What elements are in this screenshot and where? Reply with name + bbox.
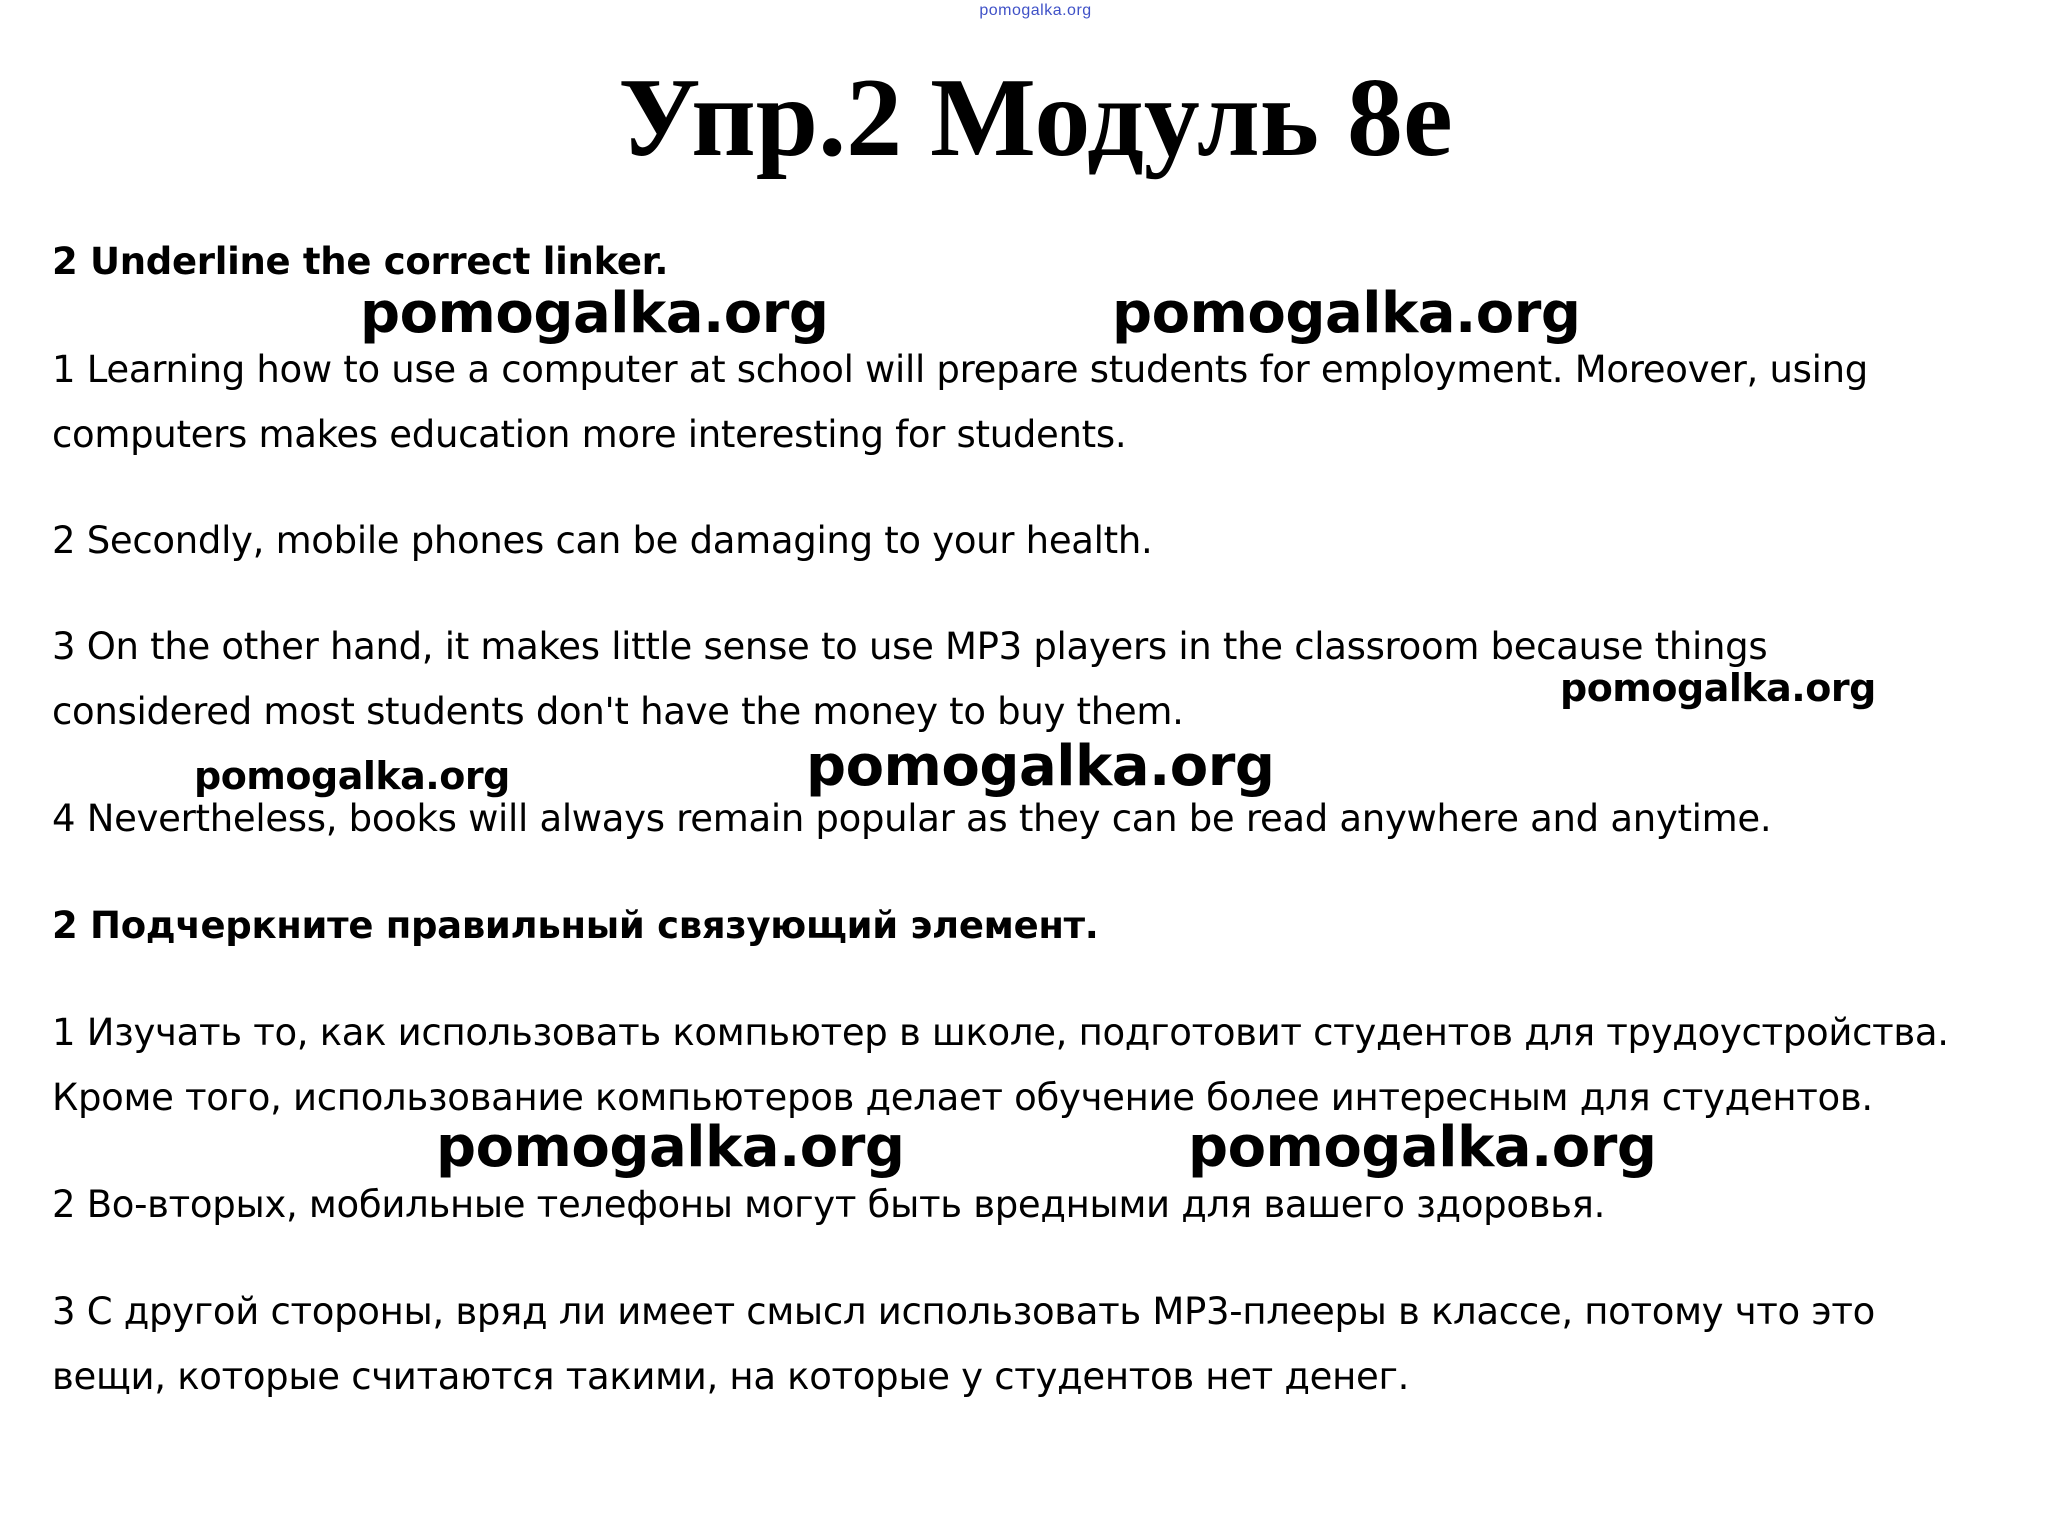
- watermark-text: pomogalka.org: [360, 281, 829, 346]
- russian-heading: 2 Подчеркните правильный связующий элемент.: [52, 904, 1099, 947]
- english-item-3-line-2: considered most students don't have the money to buy them.: [52, 690, 1184, 733]
- english-item-1-line-1: 1 Learning how to use a computer at school will prepare students for employment. Moreover, using: [52, 348, 1868, 391]
- watermark-text: pomogalka.org: [1560, 666, 1876, 710]
- top-watermark: pomogalka.org: [979, 2, 1092, 19]
- russian-item-1-line-1: 1 Изучать то, как использовать компьютер в школе, подготовит студентов для трудоустройства.: [52, 1011, 1949, 1054]
- russian-item-1-line-2: Кроме того, использование компьютеров делает обучение более интересным для студентов.: [52, 1076, 1873, 1119]
- russian-item-3-line-1: 3 С другой стороны, вряд ли имеет смысл использовать MP3-плееры в классе, потому что это: [52, 1290, 1875, 1333]
- watermark-text: pomogalka.org: [1112, 281, 1581, 346]
- page-title: Упр.2 Модуль 8e: [618, 56, 1453, 180]
- english-item-4-line-1: 4 Nevertheless, books will always remain popular as they can be read anywhere and anytime.: [52, 797, 1772, 840]
- watermark-text: pomogalka.org: [194, 754, 510, 798]
- english-item-3-line-1: 3 On the other hand, it makes little sense to use MP3 players in the classroom because things: [52, 625, 1768, 668]
- watermark-text: pomogalka.org: [806, 734, 1275, 799]
- english-heading: 2 Underline the correct linker.: [52, 240, 669, 283]
- russian-item-2-line-1: 2 Во-вторых, мобильные телефоны могут быть вредными для вашего здоровья.: [52, 1183, 1606, 1226]
- english-item-1-line-2: computers makes education more interesting for students.: [52, 413, 1127, 456]
- russian-item-3-line-2: вещи, которые считаются такими, на которые у студентов нет денег.: [52, 1355, 1410, 1398]
- watermark-text: pomogalka.org: [1188, 1115, 1657, 1180]
- english-item-2-line-1: 2 Secondly, mobile phones can be damaging to your health.: [52, 519, 1153, 562]
- watermark-text: pomogalka.org: [436, 1115, 905, 1180]
